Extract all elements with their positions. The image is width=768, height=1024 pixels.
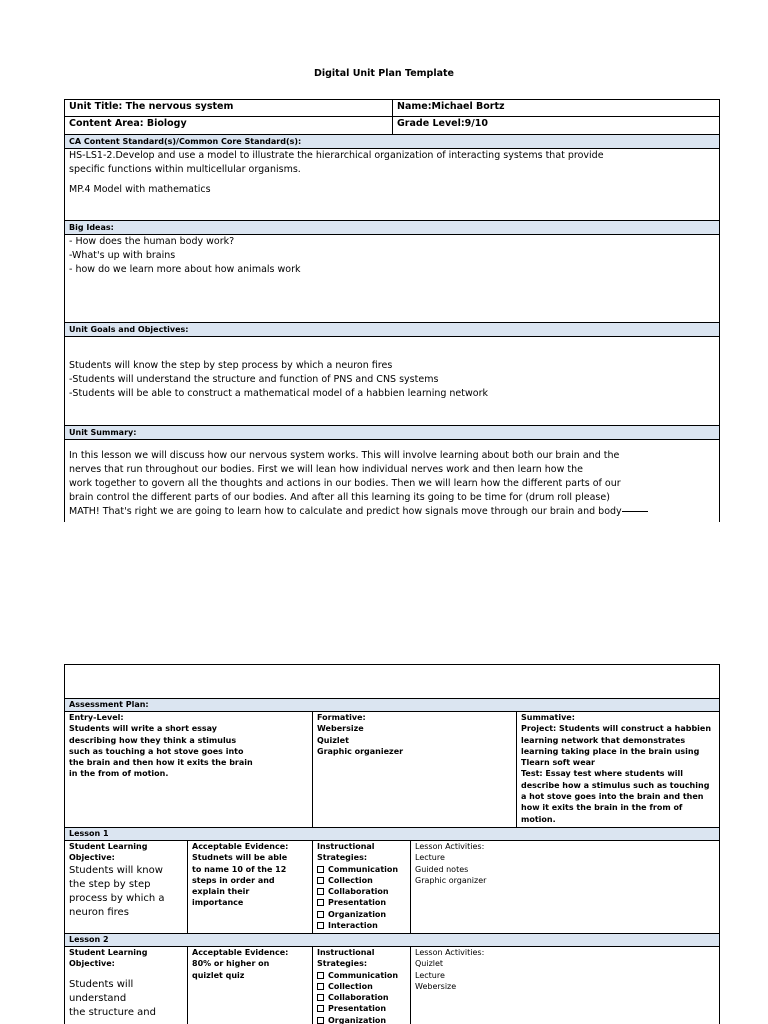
checkbox-icon[interactable] (317, 1017, 324, 1024)
evidence-line: to name 10 of the 12 (192, 864, 287, 874)
strategy-checkbox-item[interactable]: Collection (317, 875, 406, 886)
activity-line: Webersize (415, 981, 457, 991)
summary-line: work together to govern all the thoughts and actions in our bodies. Then we will learn how the different parts of our (69, 478, 621, 489)
summary-line: In this lesson we will discuss how our nervous system works. This will involve learning about both our brain and the (69, 450, 620, 461)
summative-line: describe how a stimulus such as touching (521, 780, 710, 790)
summative-line: learning network that demonstrates (521, 735, 686, 745)
strategies-label: Instructional (317, 842, 375, 851)
evidence-line: quizlet quiz (192, 970, 245, 980)
activity-line: Lecture (415, 970, 445, 980)
document-title: Digital Unit Plan Template (313, 68, 454, 79)
entry-line: describing how they think a stimulus (69, 735, 237, 745)
objective-line: Students will (69, 978, 134, 990)
objective-line: understand (69, 992, 127, 1004)
standards-line: MP.4 Model with mathematics (69, 184, 211, 195)
summative-line: a hot stove goes into the brain and then (521, 792, 704, 802)
grade-level: Grade Level:9/10 (393, 117, 720, 135)
strategy-checkbox-item[interactable]: Collaboration (317, 992, 406, 1003)
formative-line: Quizlet (317, 735, 349, 745)
activity-line: Quizlet (415, 959, 444, 969)
checkbox-icon[interactable] (317, 911, 324, 918)
strategy-checkbox-item[interactable]: Communication (317, 864, 406, 875)
objective-line: process by which a (69, 892, 165, 904)
activities-label: Lesson Activities: (415, 948, 485, 957)
objective-label: Objective: (69, 853, 115, 863)
goals-body (65, 337, 720, 426)
formative-line: Graphic organiezer (317, 746, 404, 756)
summary-line: nerves that run throughout our bodies. First we will lean how individual nerves work and then learn how the (69, 464, 583, 475)
summative-line: Test: Essay test where students will (521, 769, 683, 779)
big-idea-line: -What's up with brains (69, 250, 176, 261)
checkbox-icon[interactable] (317, 899, 324, 906)
big-idea-line: - how do we learn more about how animals work (69, 264, 301, 275)
evidence-line: Studnets will be able (192, 853, 288, 863)
summary-header: Unit Summary: (65, 426, 720, 440)
objective-line: the structure and (69, 1006, 156, 1018)
summary-body (65, 440, 720, 522)
assessment-header: Assessment Plan: (65, 699, 720, 712)
strategy-checkbox-item[interactable]: Presentation (317, 1003, 406, 1014)
checkbox-icon[interactable] (317, 1005, 324, 1012)
activity-line: Guided notes (415, 864, 469, 874)
strategy-checkbox-item[interactable]: Interaction (317, 920, 406, 931)
entry-line: in the from of motion. (69, 769, 169, 779)
entry-label: Entry-Level: (69, 713, 124, 722)
entry-level-cell (65, 712, 313, 828)
objective-label: Student Learning (69, 842, 148, 851)
teacher-name: Name:Michael Bortz (393, 100, 720, 117)
checkbox-icon[interactable] (317, 866, 324, 873)
evidence-line: 80% or higher on (192, 959, 270, 969)
lesson2-evidence-cell (188, 947, 313, 1024)
standards-body (65, 149, 720, 221)
lesson2-objective-cell (65, 947, 188, 1024)
goals-header: Unit Goals and Objectives: (65, 323, 720, 337)
evidence-label: Acceptable Evidence: (192, 842, 289, 851)
entry-line: such as touching a hot stove goes into (69, 746, 244, 756)
formative-cell (313, 712, 517, 828)
evidence-line: steps in order and (192, 875, 275, 885)
entry-line: Students will write a short essay (69, 724, 218, 734)
standards-line: HS-LS1-2.Develop and use a model to illustrate the hierarchical organization of interacting systems that provide (69, 150, 604, 161)
strategy-checkbox-item[interactable]: Organization (317, 1015, 406, 1024)
unit-title: Unit Title: The nervous system (65, 100, 393, 117)
activities-label: Lesson Activities: (415, 842, 485, 851)
strategies-label: Instructional (317, 948, 375, 957)
checkbox-icon[interactable] (317, 888, 324, 895)
strategy-checkbox-item[interactable]: Presentation (317, 897, 406, 908)
summative-line: motion. (521, 814, 556, 824)
unit-plan-table (64, 99, 720, 522)
objective-label: Objective: (69, 959, 115, 969)
formative-label: Formative: (317, 713, 366, 722)
checkbox-icon[interactable] (317, 972, 324, 979)
objective-label: Student Learning (69, 948, 148, 957)
evidence-line: explain their (192, 887, 250, 897)
summative-cell (517, 712, 720, 828)
lesson1-evidence-cell (188, 841, 313, 934)
lesson-plan-table (64, 664, 720, 1024)
summative-line: learning taking place in the brain using (521, 746, 700, 756)
checkbox-icon[interactable] (317, 983, 324, 990)
lesson2-activities-cell (411, 947, 720, 1024)
strategies-label: Strategies: (317, 853, 368, 863)
summative-line: Project: Students will construct a habbien (521, 724, 712, 734)
lesson1-header: Lesson 1 (65, 828, 720, 841)
summative-label: Summative: (521, 713, 575, 722)
strategy-checkbox-item[interactable]: Organization (317, 909, 406, 920)
summary-line: MATH! That's right we are going to learn how to calculate and predict how signals move through our brain and body (69, 505, 715, 519)
summative-line: Tlearn soft wear (521, 758, 595, 768)
activity-line: Graphic organizer (415, 875, 487, 885)
big-ideas-header: Big Ideas: (65, 221, 720, 235)
strategy-checkbox-item[interactable]: Collaboration (317, 886, 406, 897)
strategies-label: Strategies: (317, 959, 368, 969)
objective-line: Students will know (69, 864, 163, 876)
goal-line: -Students will understand the structure and function of PNS and CNS systems (69, 374, 439, 385)
big-ideas-body (65, 235, 720, 323)
lesson1-activities-cell (411, 841, 720, 934)
evidence-line: importance (192, 898, 244, 908)
lesson2-strategies-cell (313, 947, 411, 1024)
lesson1-objective-cell (65, 841, 188, 934)
content-area: Content Area: Biology (65, 117, 393, 135)
goal-line: Students will know the step by step process by which a neuron fires (69, 360, 393, 371)
entry-line: the brain and then how it exits the brain (69, 758, 253, 768)
checkbox-icon[interactable] (317, 994, 324, 1001)
summary-line: brain control the different parts of our bodies. And after all this learning its going to be time for (drum roll please) (69, 492, 610, 503)
formative-line: Webersize (317, 724, 364, 734)
goal-line: -Students will be able to construct a mathematical model of a habbien learning network (69, 388, 488, 399)
strategy-checkbox-item[interactable]: Collection (317, 981, 406, 992)
lesson1-strategies-cell (313, 841, 411, 934)
summative-line: how it exits the brain in the from of (521, 803, 683, 813)
big-idea-line: - How does the human body work? (69, 236, 235, 247)
blank-row (65, 665, 720, 699)
standards-header: CA Content Standard(s)/Common Core Standard(s): (65, 135, 720, 149)
strategy-checkbox-item[interactable]: Communication (317, 970, 406, 981)
checkbox-icon[interactable] (317, 922, 324, 929)
lesson2-header: Lesson 2 (65, 934, 720, 947)
standards-line: specific functions within multicellular organisms. (69, 164, 301, 175)
checkbox-icon[interactable] (317, 877, 324, 884)
activity-line: Lecture (415, 853, 445, 863)
objective-line: neuron fires (69, 906, 129, 918)
evidence-label: Acceptable Evidence: (192, 948, 289, 957)
objective-line: the step by step (69, 878, 151, 890)
